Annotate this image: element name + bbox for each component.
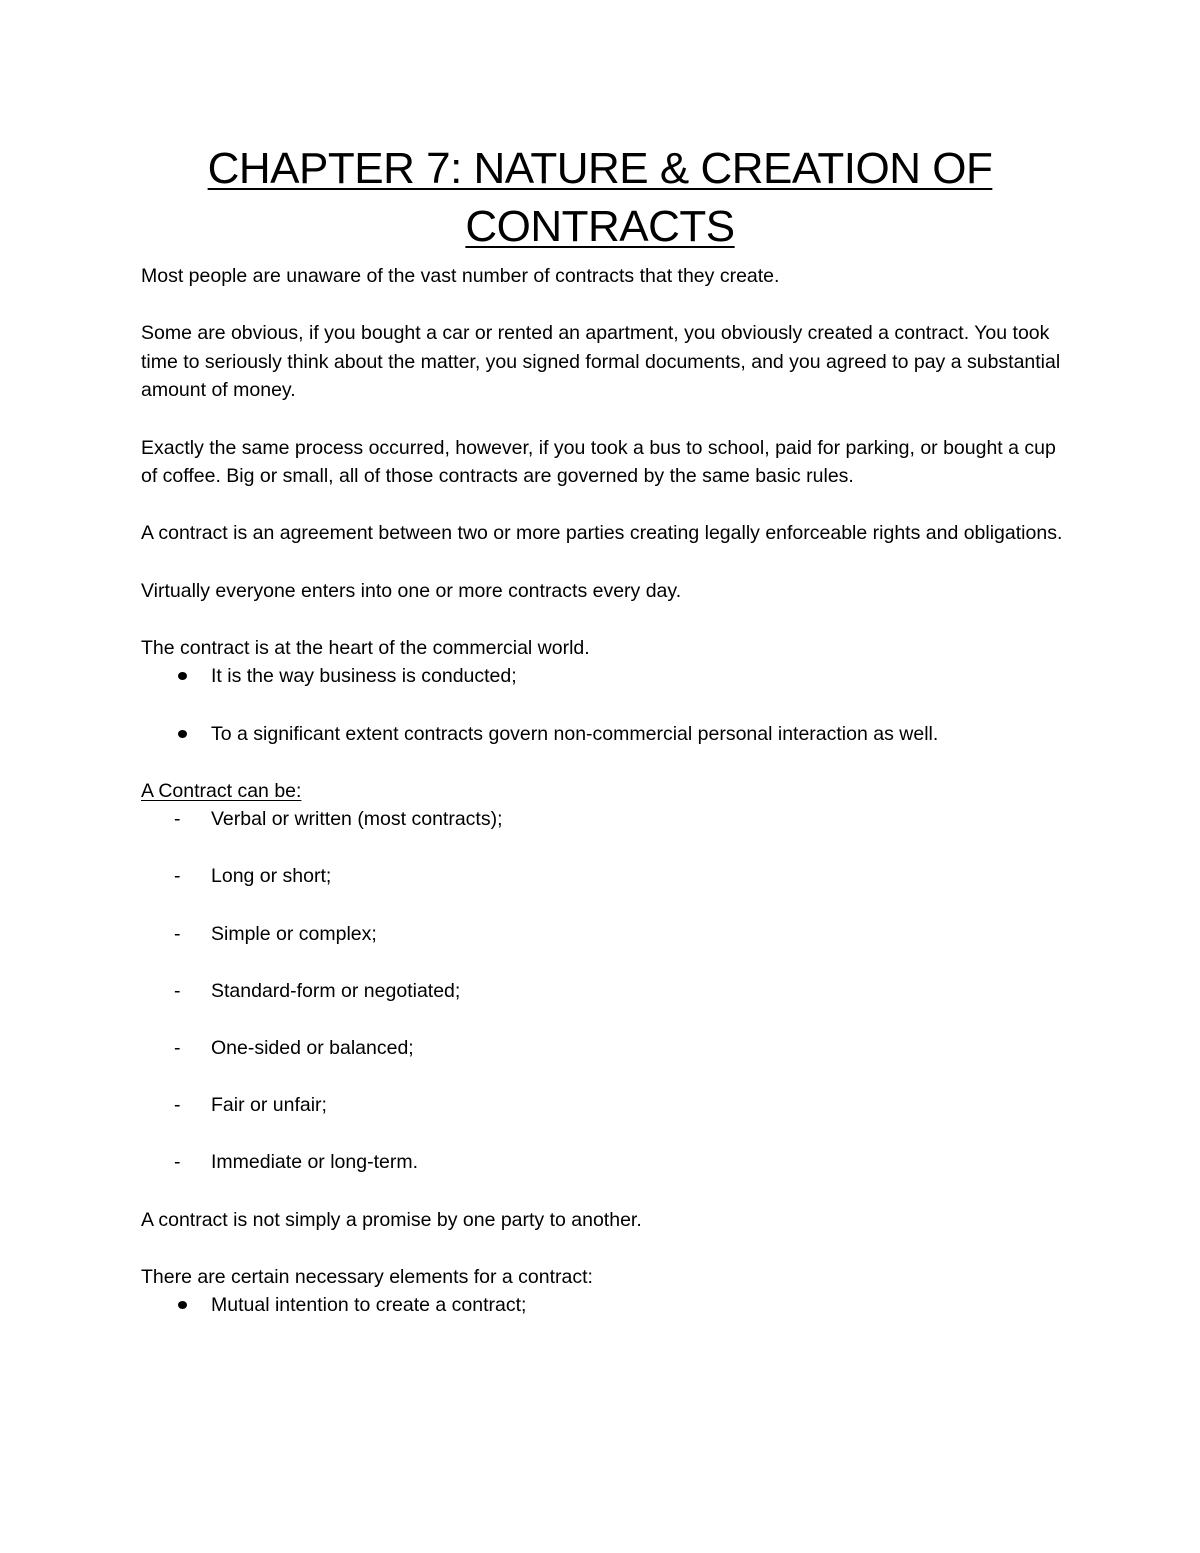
paragraph-commercial-world: The contract is at the heart of the commercial world. [141,636,590,659]
commercial-bullet-list [141,662,1066,748]
paragraph-intro: Most people are unaware of the vast number of contracts that they create. [141,265,780,287]
list-item: - One-sided or balanced; [141,1034,1066,1063]
chapter-title: CHAPTER 7: NATURE & CREATION OF CONTRACTS [207,144,993,251]
dash-icon: - [174,1094,181,1117]
list-item: - Standard-form or negotiated; [141,977,1066,1006]
paragraph-necessary-elements: There are certain necessary elements for a contract: [141,1265,593,1288]
dash-icon: - [174,808,181,831]
list-item: It is the way business is conducted; [141,662,1066,691]
bullet-icon [178,730,187,738]
dash-icon: - [174,979,181,1002]
dash-icon: - [174,865,181,888]
list-item: - Simple or complex; [141,920,1066,949]
contract-types-list [141,805,1066,1177]
list-item: - Long or short; [141,862,1066,891]
paragraph-contract-definition: A contract is an agreement between two or more parties creating legally enforceable rights and obligations. [141,522,1063,545]
list-item: - Immediate or long-term. [141,1148,1066,1177]
list-item: Mutual intention to create a contract; [141,1291,1066,1320]
dash-icon: - [174,1151,181,1174]
paragraph-obvious-contracts: Some are obvious, if you bought a car or rented an apartment, you obviously created a contract. You took time to seriously think about the matter, you signed formal documents, and you agreed to pay a substantial amount of money. [141,322,1061,402]
list-item: To a significant extent contracts govern non-commercial personal interaction as well. [141,720,1066,749]
list-item: - Fair or unfair; [141,1091,1066,1120]
contract-can-be-heading: A Contract can be: [141,779,302,802]
list-item: - Verbal or written (most contracts); [141,805,1066,834]
dash-icon: - [174,1037,181,1060]
paragraph-same-process: Exactly the same process occurred, however, if you took a bus to school, paid for parking, or bought a cup of coffee. Big or small, all of those contracts are governed by the same basic rules. [141,436,1056,488]
bullet-icon [178,1301,187,1309]
dash-icon: - [174,922,181,945]
paragraph-everyday-contracts: Virtually everyone enters into one or more contracts every day. [141,579,682,602]
document-body [141,262,1066,1320]
paragraph-not-simply-promise: A contract is not simply a promise by one party to another. [141,1208,642,1231]
elements-bullet-list [141,1291,1066,1320]
bullet-icon [178,672,187,680]
